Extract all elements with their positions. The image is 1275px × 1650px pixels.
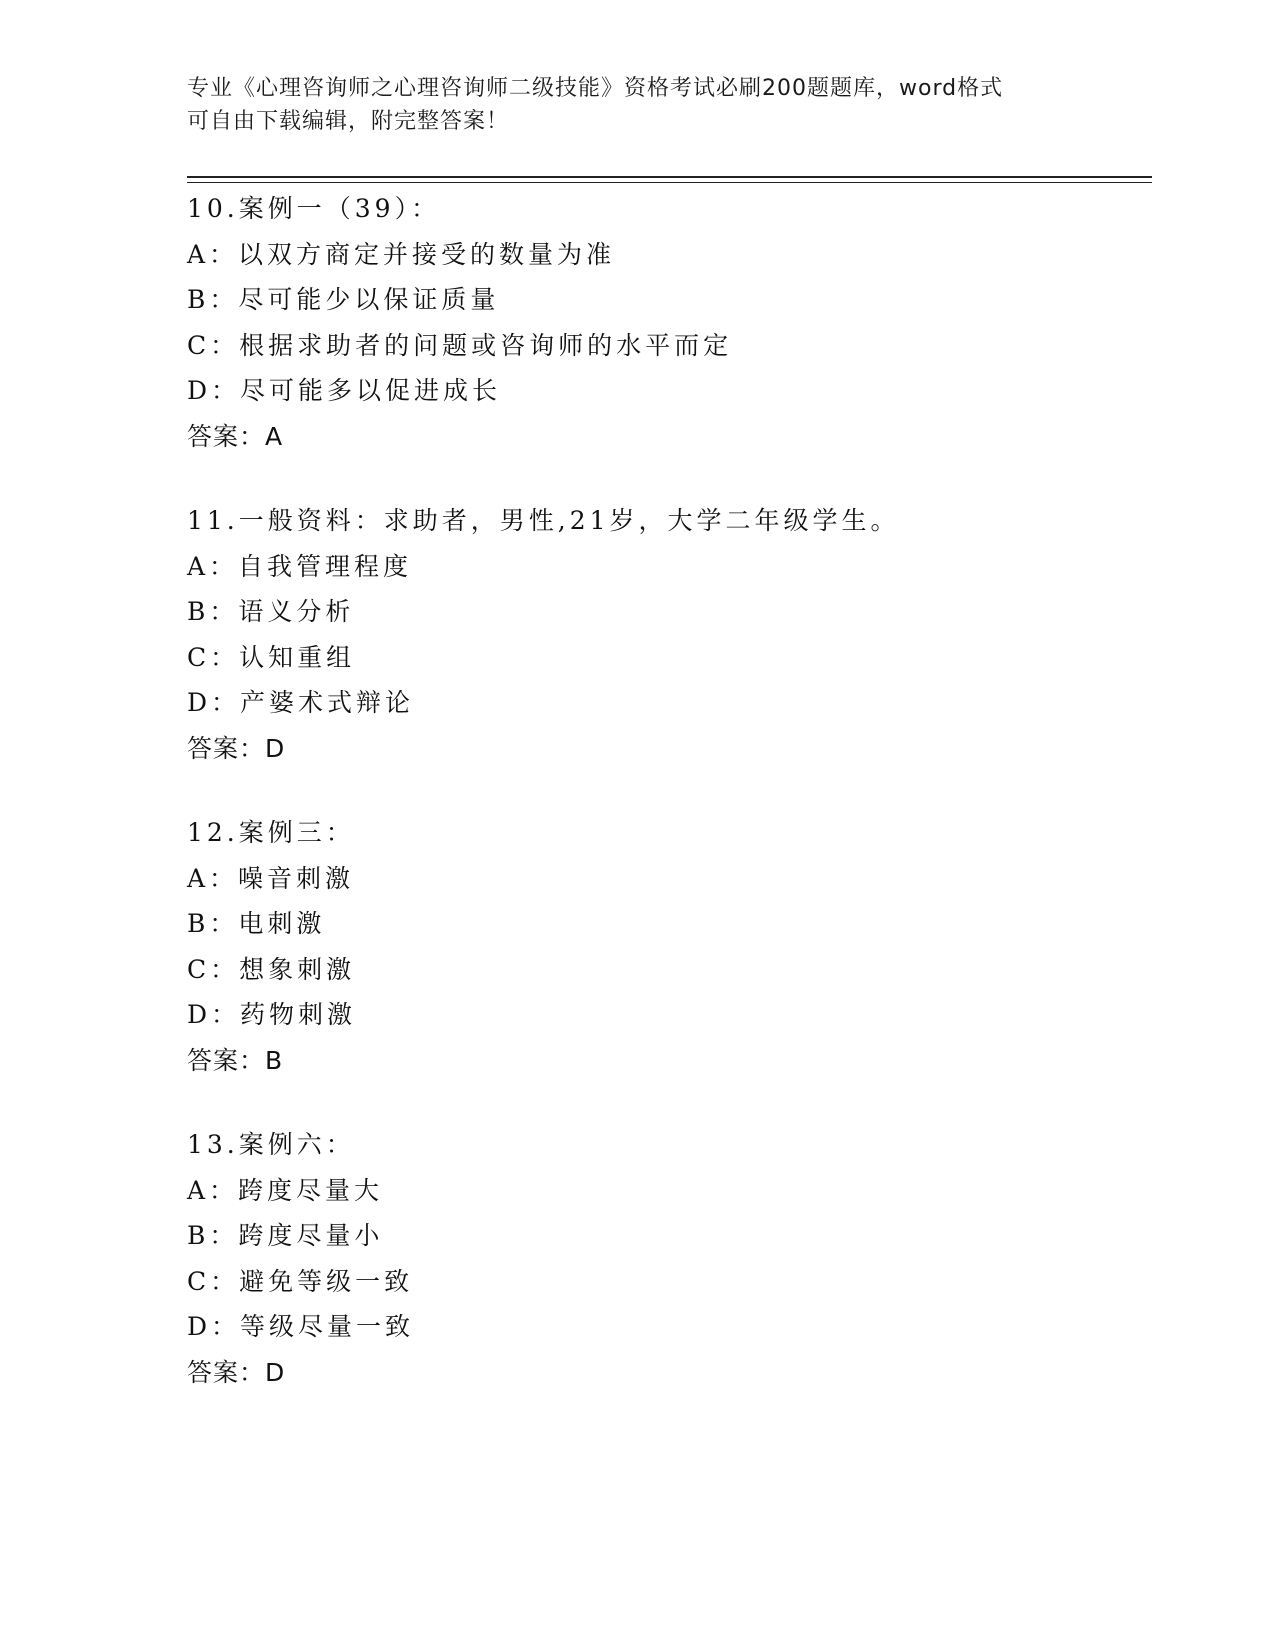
option-c: C：根据求助者的问题或咨询师的水平而定 [187,330,733,360]
option-a: A：以双方商定并接受的数量为准 [187,239,616,269]
answer-line: 答案：D [187,1357,286,1387]
option-d: D：等级尽量一致 [187,1312,415,1341]
answer-line: 答案：B [187,1045,284,1075]
option-a: A：噪音刺激 [187,863,355,893]
option-d: D：药物刺激 [187,1000,357,1029]
question-stem: 11.一般资料：求助者，男性,21岁，大学二年级学生。 [187,506,900,535]
header-line-2: 可自由下载编辑，附完整答案！ [187,109,510,134]
question-stem: 12.案例三： [187,818,355,847]
header-line-1: 专业《心理咨询师之心理咨询师二级技能》资格考试必刷200题题库，word格式 [187,76,1004,101]
option-a: A：自我管理程度 [187,551,413,581]
question-block [187,810,1147,1083]
option-b: B：跨度尽量小 [187,1221,384,1250]
header-divider-thick [187,176,1152,178]
option-c: C：认知重组 [187,642,356,672]
question-stem: 13.案例六： [187,1130,355,1159]
question-stem: 10.案例一（39）： [187,194,441,223]
question-block [187,498,1147,771]
answer-line: 答案：A [187,421,284,451]
question-block [187,186,1147,459]
option-b: B：电刺激 [187,909,326,938]
option-c: C：想象刺激 [187,954,356,984]
question-block [187,1122,1147,1395]
document-header [187,72,1067,138]
option-a: A：跨度尽量大 [187,1175,384,1205]
option-b: B：尽可能少以保证质量 [187,285,500,314]
header-divider-thin [187,182,1152,183]
answer-line: 答案：D [187,733,286,763]
option-b: B：语义分析 [187,597,355,626]
option-d: D：尽可能多以促进成长 [187,376,502,405]
option-c: C：避免等级一致 [187,1266,414,1296]
option-d: D：产婆术式辩论 [187,688,415,717]
